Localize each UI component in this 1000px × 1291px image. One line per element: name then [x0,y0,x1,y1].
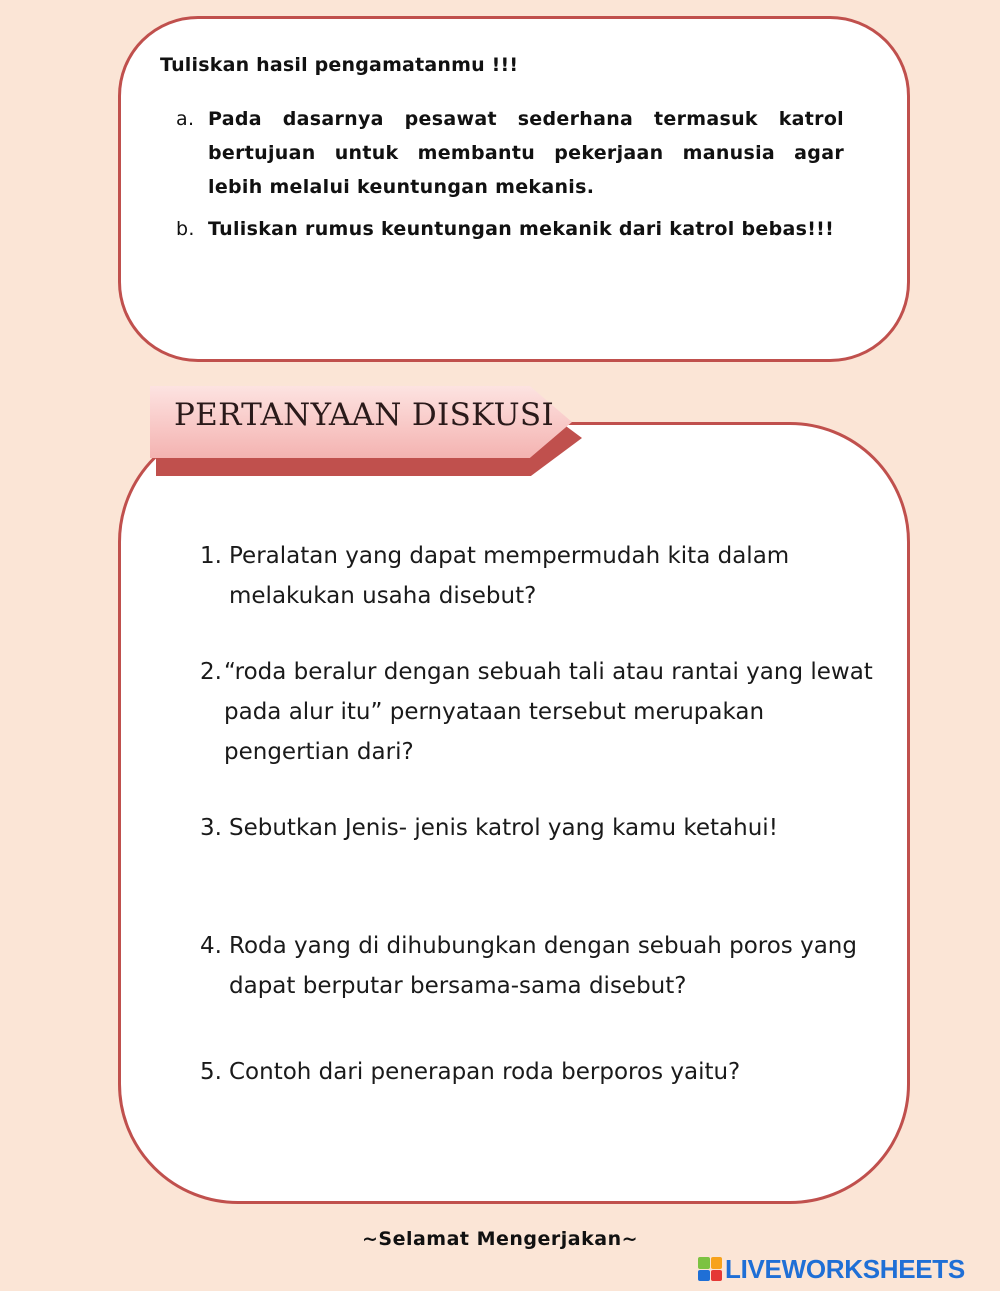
observation-title: Tuliskan hasil pengamatanmu !!! [160,54,519,76]
item-text: Tuliskan rumus keuntungan mekanik dari katrol bebas!!! [208,218,835,240]
question-number: 5. [200,1059,222,1085]
question-5 [200,1052,880,1092]
discussion-banner-title: PERTANYAAN DISKUSI [174,397,554,433]
question-2 [200,652,880,772]
item-label: a. [176,108,195,130]
question-number: 1. [200,543,222,569]
question-3 [200,808,880,848]
observation-item-b [176,212,844,246]
question-text: Roda yang di dihubungkan dengan sebuah poros yang dapat berputar bersama-sama disebut? [229,933,857,999]
question-number: 2. [200,659,222,685]
question-1 [200,536,880,616]
question-number: 4. [200,933,222,959]
question-text: Peralatan yang dapat mempermudah kita dalam melakukan usaha disebut? [229,543,790,609]
observation-item-a [176,102,844,204]
item-label: b. [176,218,195,240]
footer-greeting: ~Selamat Mengerjakan~ [361,1228,639,1250]
question-text: Sebutkan Jenis- jenis katrol yang kamu ketahui! [229,815,778,841]
logo-icon [698,1257,722,1281]
question-text: “roda beralur dengan sebuah tali atau rantai yang lewat pada alur itu” pernyataan tersebut merupakan pengertian dari? [224,659,873,765]
logo-text: LIVEWORKSHEETS [725,1253,965,1284]
item-text: Pada dasarnya pesawat sederhana termasuk katrol bertujuan untuk membantu pekerjaan manusia agar lebih melalui keuntungan mekanis. [208,108,844,198]
question-4 [200,926,880,1006]
liveworksheets-logo [698,1254,965,1284]
question-text: Contoh dari penerapan roda berporos yaitu? [229,1059,741,1085]
question-number: 3. [200,815,222,841]
